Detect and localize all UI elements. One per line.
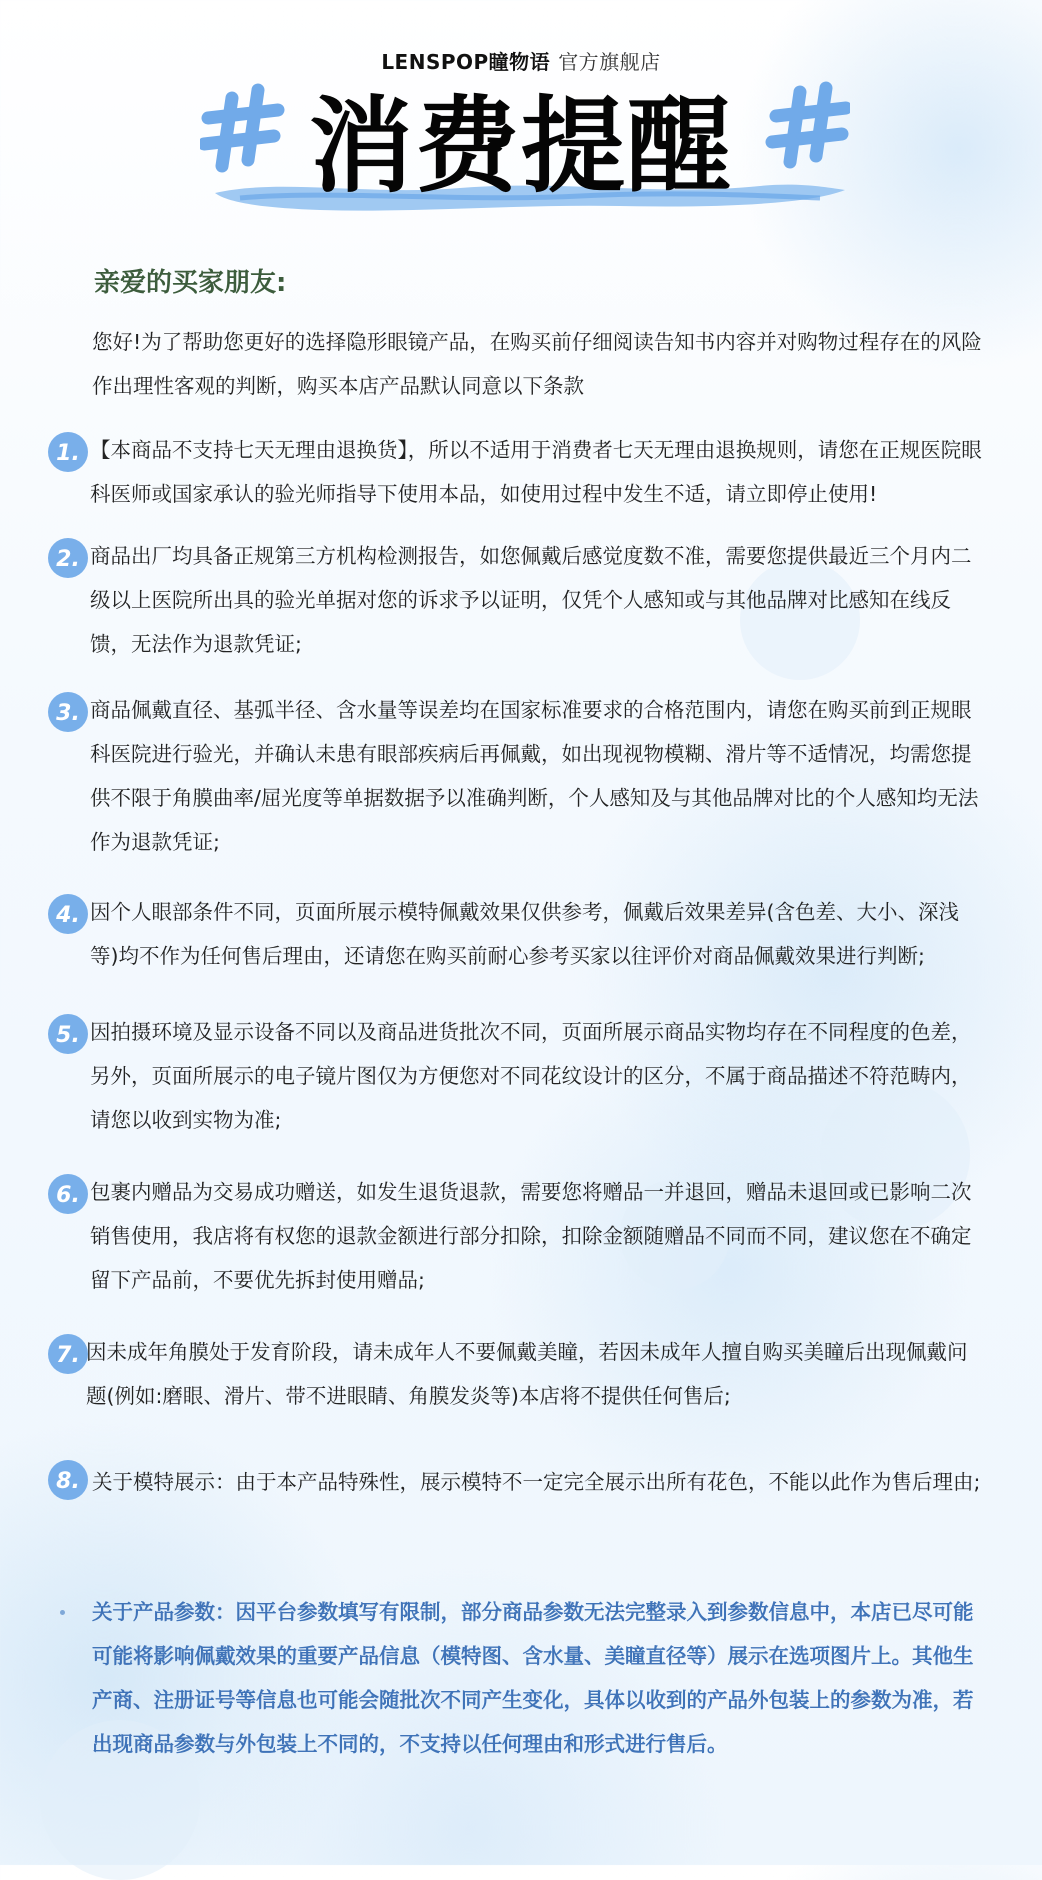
list-item: 因未成年角膜处于发育阶段，请未成年人不要佩戴美瞳，若因未成年人擅自购买美瞳后出现佩戴问题(例如:磨眼、滑片、带不进眼睛、角膜发炎等)本店将不提供任何售后; (86, 1340, 968, 1408)
list-item: 【本商品不支持七天无理由退换货】，所以不适用于消费者七天无理由退换规则，请您在正规医院眼科医师或国家承认的验光师指导下使用本品，如使用过程中发生不适，请立即停止使用! (90, 438, 982, 506)
product-parameters-note: 关于产品参数：因平台参数填写有限制，部分商品参数无法完整录入到参数信息中，本店已尽可能可能将影响佩戴效果的重要产品信息（模特图、含水量、美瞳直径等）展示在选项图片上。其他生产商、注册证号等信息也可能会随批次不同产生变化，具体以收到的产品外包装上的参数为准，若出现商品参数与外包装上不同的，不支持以任何理由和形式进行售后。 (92, 1600, 974, 1756)
number-badge-8 (46, 1458, 90, 1502)
number-badge-2 (46, 536, 90, 580)
store-name (0, 46, 1042, 75)
greeting: 亲爱的买家朋友: (94, 268, 287, 298)
list-item: 关于模特展示：由于本产品特殊性，展示模特不一定完全展示出所有花色，不能以此作为售后理由; (92, 1470, 981, 1494)
number-badge-4 (46, 892, 90, 936)
list-item: 商品佩戴直径、基弧半径、含水量等误差均在国家标准要求的合格范围内，请您在购买前到正规眼科医院进行验光，并确认未患有眼部疾病后再佩戴，如出现视物模糊、滑片等不适情况，均需您提供不限于角膜曲率/屈光度等单据数据予以准确判断，个人感知及与其他品牌对比的个人感知均无法作为退款凭证; (90, 698, 979, 854)
page-title: 消费提醒 (308, 85, 733, 207)
number-badge-7 (46, 1332, 90, 1376)
number-badge-1-label: 1. (56, 441, 80, 466)
number-badge-5-label: 5. (56, 1023, 80, 1048)
number-badge-6-label: 6. (56, 1183, 80, 1208)
number-badge-1 (46, 430, 90, 474)
list-item: 因拍摄环境及显示设备不同以及商品进货批次不同，页面所展示商品实物均存在不同程度的色差，另外，页面所展示的电子镜片图仅为方便您对不同花纹设计的区分，不属于商品描述不符范畴内，请您以收到实物为准; (90, 1020, 972, 1132)
number-badge-2-label: 2. (56, 547, 80, 572)
number-badge-8-label: 8. (56, 1469, 80, 1494)
list-item: 因个人眼部条件不同，页面所展示模特佩戴效果仅供参考，佩戴后效果差异(含色差、大小、深浅等)均不作为任何售后理由，还请您在购买前耐心参考买家以往评价对商品佩戴效果进行判断; (90, 900, 959, 968)
number-badge-5 (46, 1012, 90, 1056)
number-badge-3-label: 3. (56, 701, 80, 726)
intro-paragraph: 您好!为了帮助您更好的选择隐形眼镜产品，在购买前仔细阅读告知书内容并对购物过程存在的风险作出理性客观的判断，购买本店产品默认同意以下条款 (92, 330, 982, 398)
number-badge-3 (46, 690, 90, 734)
number-badge-7-label: 7. (56, 1343, 80, 1368)
number-badge-4-label: 4. (56, 903, 80, 928)
store-suffix: 官方旗舰店 (558, 50, 661, 74)
list-item: 包裹内赠品为交易成功赠送，如发生退货退款，需要您将赠品一并退回，赠品未退回或已影响二次销售使用，我店将有权您的退款金额进行部分扣除，扣除金额随赠品不同而不同，建议您在不确定留下产品前，不要优先拆封使用赠品; (90, 1180, 972, 1292)
list-item: 商品出厂均具备正规第三方机构检测报告，如您佩戴后感觉度数不准，需要您提供最近三个月内二级以上医院所出具的验光单据对您的诉求予以证明，仅凭个人感知或与其他品牌对比感知在线反馈，无法作为退款凭证; (90, 544, 972, 656)
note-bullet (60, 1610, 65, 1615)
number-badge-6 (46, 1172, 90, 1216)
brand-name: LENSPOP瞳物语 (381, 50, 551, 74)
